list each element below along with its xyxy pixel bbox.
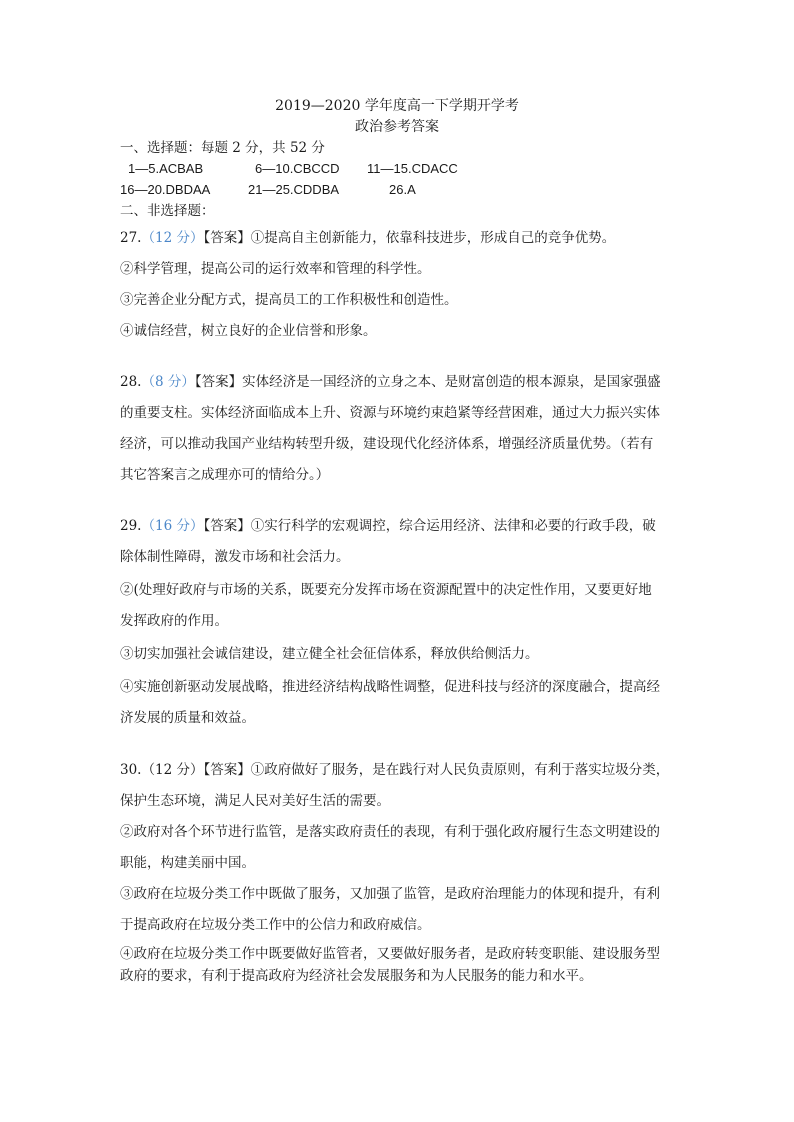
q27-text: ①提高自主创新能力，依靠科技进步，形成自己的竞争优势。 — [250, 230, 616, 246]
q29-answer-tag: 【答案】 — [203, 518, 251, 534]
q28-answer-tag: 【答案】 — [194, 374, 243, 390]
q30-line-6: 于提高政府在垃圾分类工作中的公信力和政府威信。 — [120, 917, 431, 933]
page-title: 2019—2020 学年度高一下学期开学考 — [275, 98, 519, 114]
section-1-heading: 一、选择题：每题 2 分，共 52 分 — [120, 140, 325, 156]
q30-line-4: 职能，构建美丽中国。 — [120, 855, 255, 871]
q29-line-5: ③切实加强社会诚信建设，建立健全社会征信体系，释放供给侧活力。 — [120, 646, 539, 662]
mc-answer-26: 26.A — [389, 182, 416, 197]
q30-line-1 — [120, 760, 680, 780]
mc-answers-11-15: 11—15.CDACC — [367, 161, 458, 176]
q27-points: （12 分） — [141, 230, 204, 246]
q27-answer-tag: 【答案】 — [203, 230, 251, 246]
mc-answers-21-25: 21—25.CDDBA — [248, 182, 340, 197]
q29-line-4: 发挥政府的作用。 — [120, 613, 228, 629]
q27-line-1 — [120, 228, 680, 248]
mc-answers-16-20: 16—20.DBDAA — [120, 182, 211, 197]
page-subtitle: 政治参考答案 — [355, 119, 439, 135]
q27-number: 27. — [120, 230, 142, 246]
q28-line-1 — [120, 372, 680, 392]
q30-points: （12 分） — [141, 762, 204, 778]
q29-line-6: ④实施创新驱动发展战略，推进经济结构战略性调整，促进科技与经济的深度融合，提高经 — [120, 679, 660, 695]
q28-text: 实体经济是一国经济的立身之本、是财富创造的根本源泉，是国家强盛 — [242, 374, 661, 390]
section-2-heading: 二、非选择题： — [120, 203, 215, 219]
q29-line-3: ②(处理好政府与市场的关系，既要充分发挥市场在资源配置中的决定性作用，又要更好地 — [120, 582, 652, 598]
q27-line-4: ④诚信经营，树立良好的企业信誉和形象。 — [120, 323, 377, 339]
q28-line-3: 经济，可以推动我国产业结构转型升级，建设现代化经济体系，增强经济质量优势。（若有 — [120, 436, 654, 452]
q28-line-4: 其它答案言之成理亦可的情给分。） — [120, 467, 330, 483]
q29-line-1 — [120, 516, 680, 536]
q27-line-2: ②科学管理，提高公司的运行效率和管理的科学性。 — [120, 261, 431, 277]
mc-answers-6-10: 6—10.CBCCD — [255, 161, 340, 176]
q29-line-2: 除体制性障碍，激发市场和社会活力。 — [120, 549, 350, 565]
q28-line-2: 的重要支柱。实体经济面临成本上升、资源与环境约束趋紧等经营困难，通过大力振兴实体 — [120, 405, 660, 421]
q30-line-8: 政府的要求，有利于提高政府为经济社会发展服务和为人民服务的能力和水平。 — [120, 968, 593, 984]
q30-line-7: ④政府在垃圾分类工作中既要做好监管者，又要做好服务者，是政府转变职能、建设服务型 — [120, 946, 660, 962]
q28-number: 28. — [120, 374, 142, 390]
q28-points: （8 分） — [141, 374, 195, 390]
q30-text: ①政府做好了服务，是在践行对人民负责原则，有利于落实垃圾分类， — [250, 762, 670, 778]
q30-number: 30. — [120, 762, 142, 778]
q27-line-3: ③完善企业分配方式，提高员工的工作积极性和创造性。 — [120, 292, 458, 308]
q29-text: ①实行科学的宏观调控，综合运用经济、法律和必要的行政手段，破 — [250, 518, 656, 534]
q29-line-7: 济发展的质量和效益。 — [120, 710, 255, 726]
q30-line-2: 保护生态环境，满足人民对美好生活的需要。 — [120, 793, 390, 809]
q29-points: （16 分） — [141, 518, 204, 534]
q29-number: 29. — [120, 518, 142, 534]
q30-answer-tag: 【答案】 — [203, 762, 251, 778]
q30-line-3: ②政府对各个环节进行监管，是落实政府责任的表现，有利于强化政府履行生态文明建设的 — [120, 824, 660, 840]
q30-line-5: ③政府在垃圾分类工作中既做了服务，又加强了监管，是政府治理能力的体现和提升，有利 — [120, 886, 660, 902]
mc-answers-1-5: 1—5.ACBAB — [128, 161, 204, 176]
